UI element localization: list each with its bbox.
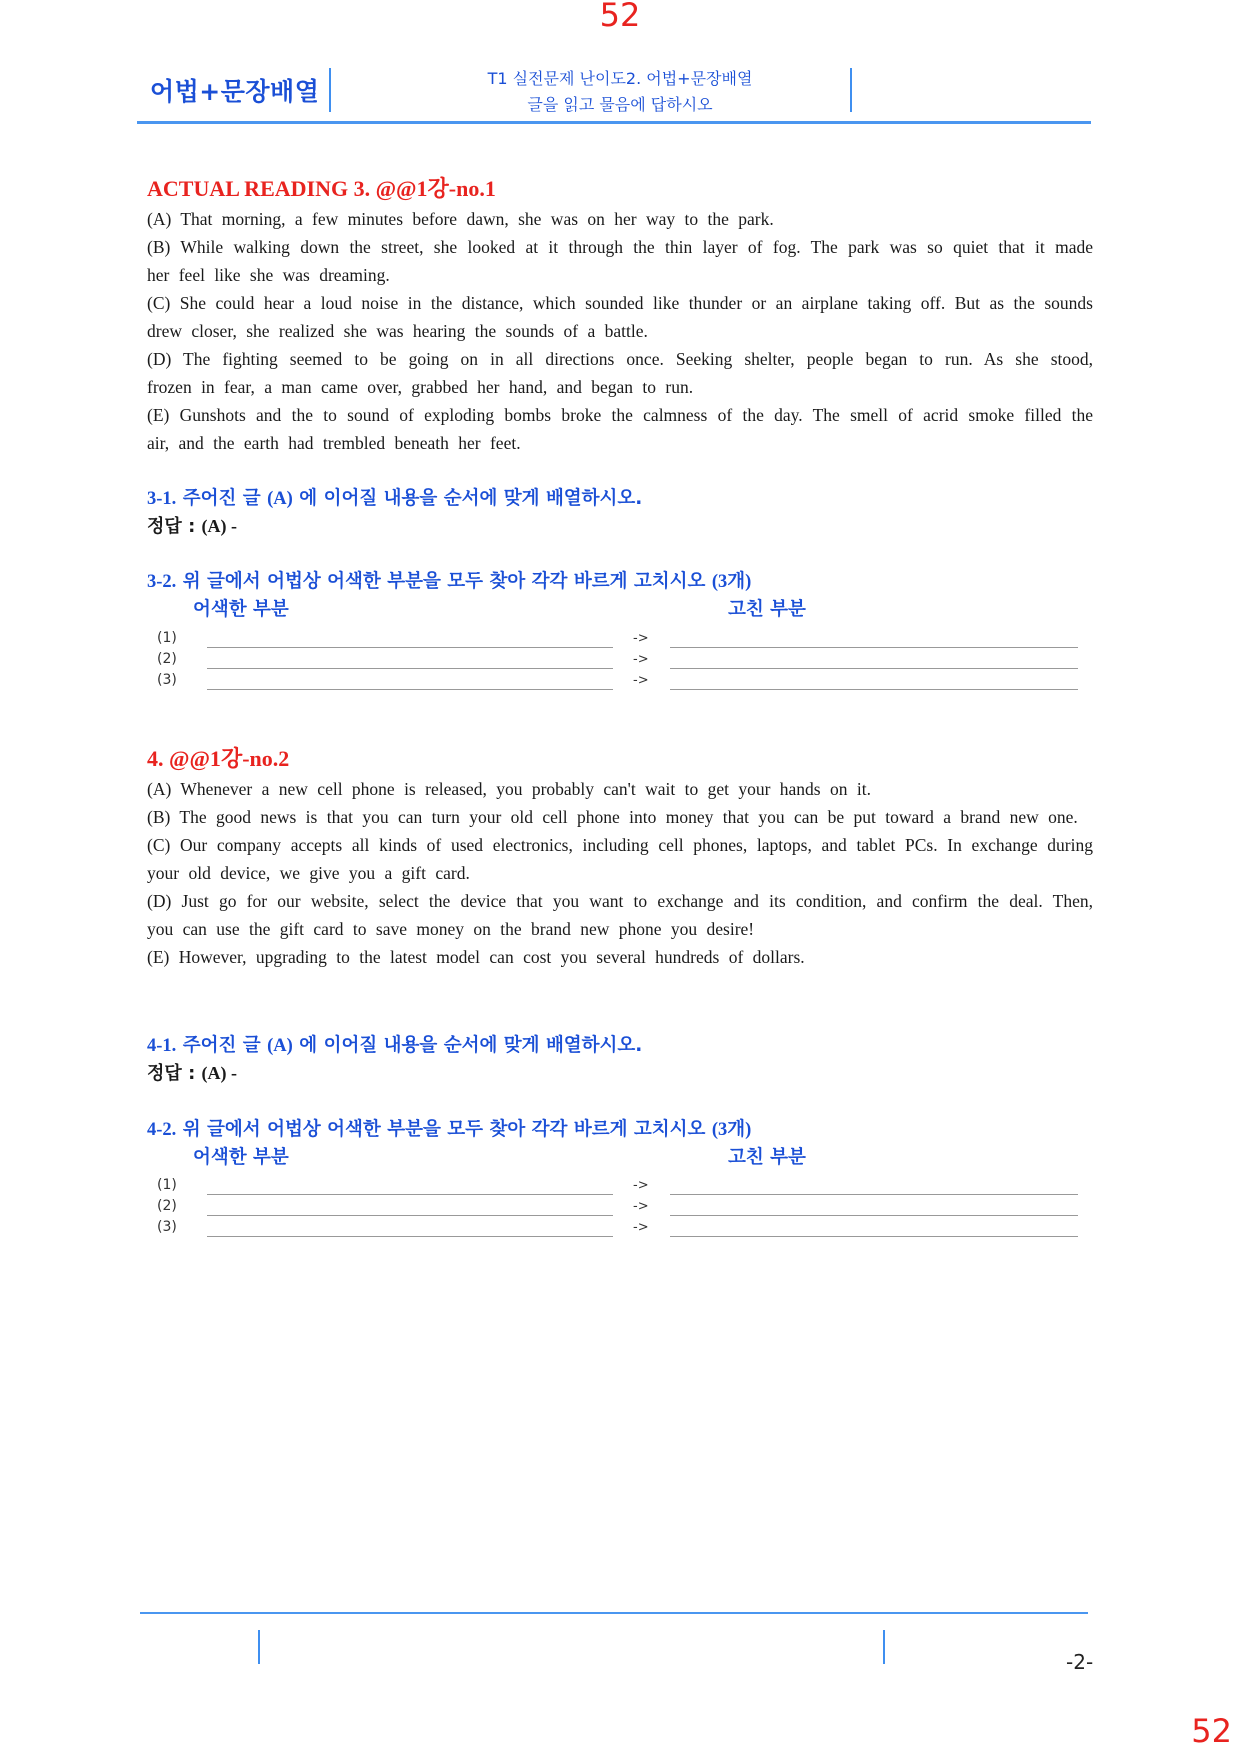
question-4-1 — [147, 1031, 642, 1057]
arrow: -> — [633, 1178, 649, 1193]
blank-fixed-3[interactable] — [670, 1236, 1078, 1237]
blank-wrong-3[interactable] — [207, 689, 613, 690]
answer-value[interactable]: (A) - — [201, 1063, 238, 1083]
passage-paragraph: (C) Our company accepts all kinds of used electronics, including cell phones, laptops, and tablet PCs. In exchange during your old device, we give you a gift card. — [147, 835, 1093, 883]
passage-paragraph: (C) She could hear a loud noise in the distance, which sounded like thunder or an airplane taking off. But as the sounds drew closer, she realized she was hearing the sounds of a battle. — [147, 293, 1093, 341]
section-3-passage — [147, 205, 1093, 457]
row-label: (3) — [157, 1219, 177, 1235]
question-3-1 — [147, 484, 642, 510]
question-number: 3-2. — [147, 572, 177, 592]
footer-divider-right — [883, 1630, 885, 1664]
header-subtitle — [420, 66, 820, 118]
blank-wrong-3[interactable] — [207, 1236, 613, 1237]
arrow: -> — [633, 1199, 649, 1214]
column-header-fixed: 고친 부분 — [728, 599, 806, 620]
answer-colon: : — [188, 1063, 196, 1084]
row-label: (3) — [157, 672, 177, 688]
column-header-wrong: 어색한 부분 — [193, 599, 289, 620]
passage-paragraph: (B) The good news is that you can turn your old cell phone into money that you can be put toward a brand new one. — [147, 807, 1078, 827]
blank-wrong-1[interactable] — [207, 1194, 613, 1195]
arrow: -> — [633, 1220, 649, 1235]
question-text: 위 글에서 어법상 어색한 부분을 모두 찾아 각각 바르게 고치시오 — [182, 571, 706, 592]
question-text: 에 이어질 내용을 순서에 맞게 배열하시오. — [299, 488, 643, 509]
answer-label: 정답 — [147, 1063, 182, 1084]
question-text: 에 이어질 내용을 순서에 맞게 배열하시오. — [299, 1035, 643, 1056]
passage-paragraph: (D) The fighting seemed to be going on in all directions once. Seeking shelter, people began to run. As she stood, frozen in fear, a man came over, grabbed her hand, and began to run. — [147, 349, 1093, 397]
passage-paragraph: (A) Whenever a new cell phone is released, you probably can't wait to get your hands on it. — [147, 779, 871, 799]
blank-fixed-1[interactable] — [670, 647, 1078, 648]
blank-fixed-3[interactable] — [670, 689, 1078, 690]
question-number: 4-1. — [147, 1036, 177, 1056]
header-divider-right — [850, 68, 852, 112]
row-label: (1) — [157, 630, 177, 646]
footer-divider-left — [258, 1630, 260, 1664]
question-count: (3개) — [711, 572, 752, 592]
question-number: 3-1. — [147, 489, 177, 509]
column-header-wrong: 어색한 부분 — [193, 1147, 289, 1168]
passage-paragraph: (B) While walking down the street, she looked at it through the thin layer of fog. The park was so quiet that it made her feel like she was dreaming. — [147, 237, 1093, 285]
section-3-title-korean: 강 — [427, 177, 449, 202]
blank-fixed-2[interactable] — [670, 1215, 1078, 1216]
arrow: -> — [633, 652, 649, 667]
header-title: 어법+문장배열 — [150, 77, 320, 106]
row-label: (1) — [157, 1177, 177, 1193]
arrow: -> — [633, 631, 649, 646]
section-3-title — [147, 172, 496, 203]
blank-wrong-1[interactable] — [207, 647, 613, 648]
question-4-2 — [147, 1115, 751, 1141]
section-4-passage — [147, 775, 1093, 971]
header-subtitle-line2: 글을 읽고 물음에 답하시오 — [527, 95, 713, 114]
question-text: 주어진 글 — [182, 488, 261, 509]
answer-3-1 — [147, 512, 237, 538]
blank-fixed-2[interactable] — [670, 668, 1078, 669]
passage-paragraph: (A) That morning, a few minutes before dawn, she was on her way to the park. — [147, 209, 774, 229]
section-4-title-prefix: 4. @@1 — [147, 746, 221, 771]
question-3-2 — [147, 567, 751, 593]
row-label: (2) — [157, 1198, 177, 1214]
blank-wrong-2[interactable] — [207, 1215, 613, 1216]
question-tag: (A) — [267, 489, 293, 509]
question-tag: (A) — [267, 1036, 293, 1056]
answer-4-1 — [147, 1059, 237, 1085]
section-4-title — [147, 742, 289, 773]
footer-rule — [140, 1612, 1088, 1614]
footer-page-number: -2- — [1066, 1650, 1094, 1674]
section-4-title-suffix: -no.2 — [242, 746, 290, 771]
arrow: -> — [633, 673, 649, 688]
answer-value[interactable]: (A) - — [201, 516, 238, 536]
question-text: 위 글에서 어법상 어색한 부분을 모두 찾아 각각 바르게 고치시오 — [182, 1119, 706, 1140]
blank-fixed-1[interactable] — [670, 1194, 1078, 1195]
blank-wrong-2[interactable] — [207, 668, 613, 669]
question-count: (3개) — [711, 1120, 752, 1140]
passage-paragraph: (E) Gunshots and the to sound of exploding bombs broke the calmness of the day. The smell of acrid smoke filled the air, and the earth had trembled beneath her feet. — [147, 405, 1093, 453]
section-4-title-korean: 강 — [220, 747, 243, 772]
header-rule — [137, 121, 1091, 124]
section-3-title-prefix: ACTUAL READING 3. @@1 — [147, 176, 428, 201]
question-number: 4-2. — [147, 1120, 177, 1140]
passage-paragraph: (D) Just go for our website, select the device that you want to exchange and its condition, and confirm the deal. Then, you can use the gift card to save money on the brand new phone you desire! — [147, 891, 1093, 939]
passage-paragraph: (E) However, upgrading to the latest model can cost you several hundreds of dollars. — [147, 947, 805, 967]
header-subtitle-line1: T1 실전문제 난이도2. 어법+문장배열 — [487, 69, 753, 88]
header-divider-left — [329, 68, 331, 112]
page-number-top: 52 — [599, 0, 641, 34]
answer-label: 정답 — [147, 516, 182, 537]
row-label: (2) — [157, 651, 177, 667]
column-header-fixed: 고친 부분 — [728, 1147, 806, 1168]
answer-colon: : — [188, 516, 196, 537]
question-text: 주어진 글 — [182, 1035, 261, 1056]
page-number-bottom: 52 — [1191, 1712, 1232, 1750]
section-3-title-suffix: -no.1 — [448, 176, 496, 201]
